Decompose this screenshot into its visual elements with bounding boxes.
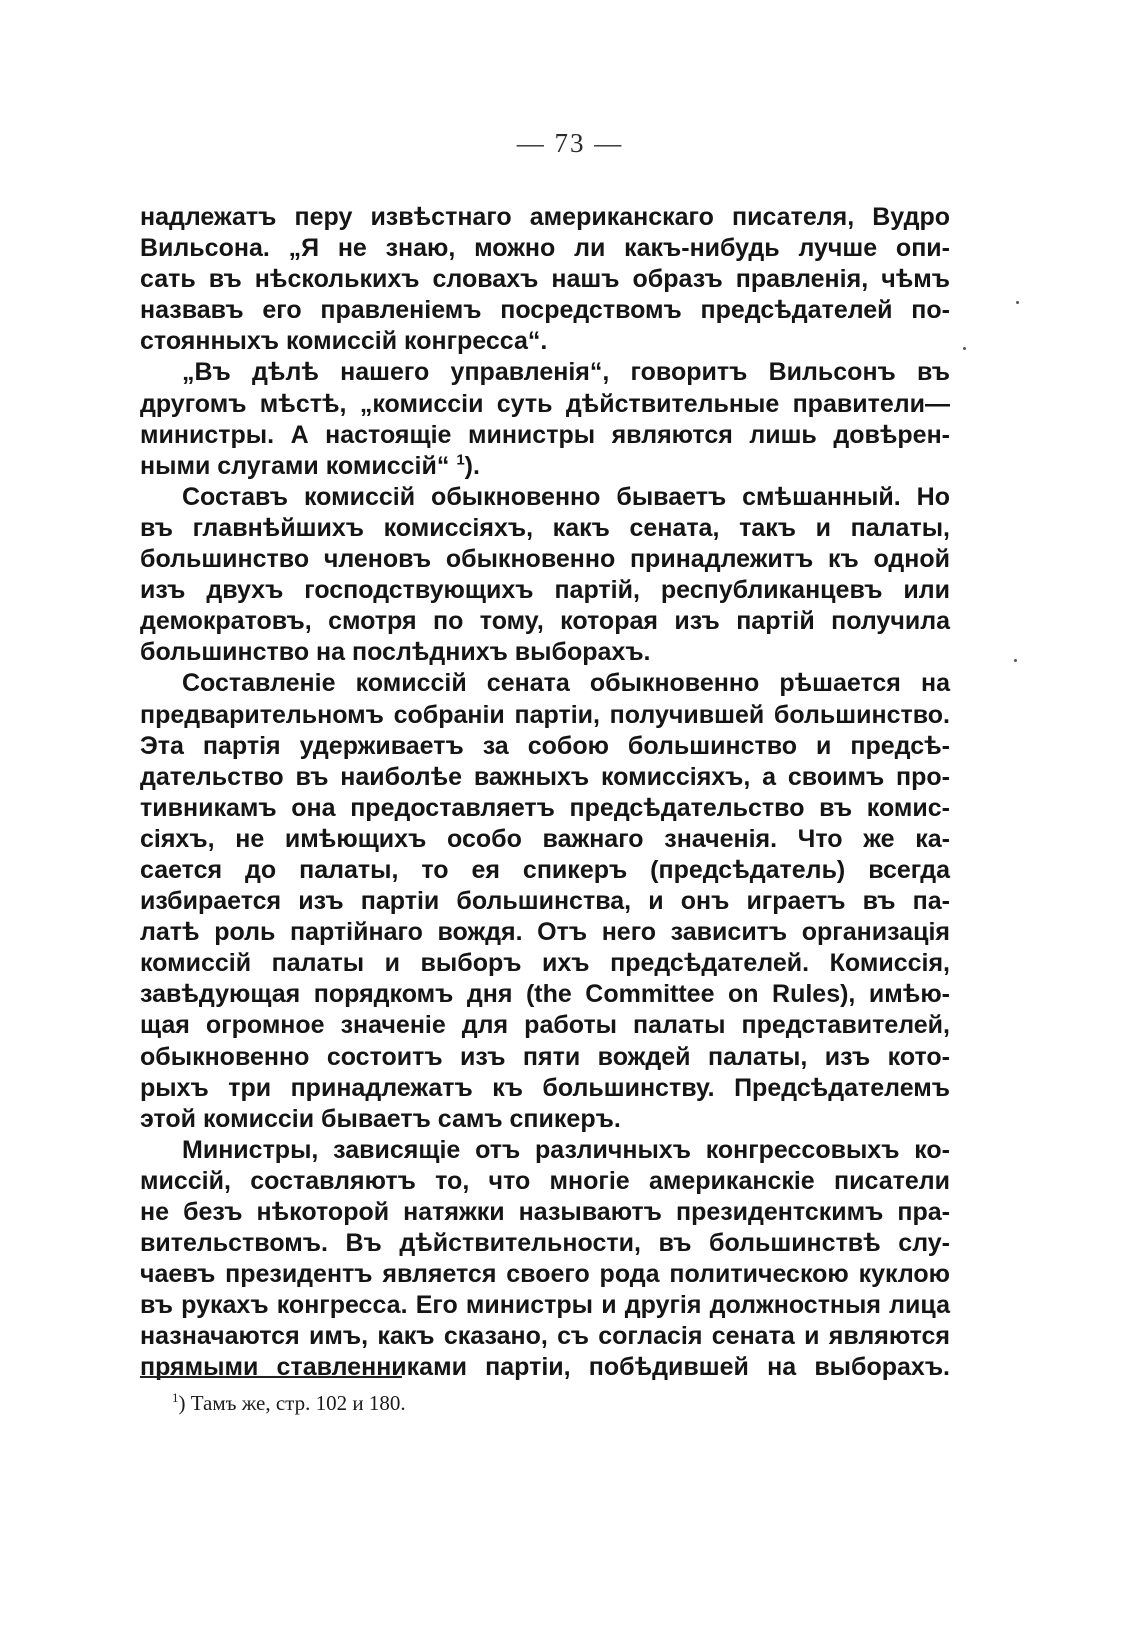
text-line: министры. А настоящіе министры являются лишь довѣрен- bbox=[140, 420, 950, 449]
scan-speck bbox=[1016, 301, 1019, 304]
footnote-marker: 1 bbox=[172, 1390, 179, 1405]
footnote-reference: 1 bbox=[456, 451, 465, 469]
text-line: Составъ комиссій обыкновенно бываетъ смѣшанный. Но bbox=[182, 482, 950, 511]
footnote-text: ) Тамъ же, стр. 102 и 180. bbox=[178, 1391, 406, 1415]
text-line-with-note bbox=[140, 451, 950, 482]
footnote-divider bbox=[140, 1376, 402, 1378]
text-line: „Въ дѣлѣ нашего управленія“, говоритъ Вильсонъ въ bbox=[182, 358, 950, 387]
text-line: другомъ мѣстѣ, „комиссіи суть дѣйствительные правители— bbox=[140, 389, 950, 418]
text-line: дательство въ наиболѣе важныхъ комиссіяхъ, а своимъ про- bbox=[140, 762, 950, 791]
footnote bbox=[172, 1391, 406, 1416]
text-line: чаевъ президентъ является своего рода политическою куклою bbox=[140, 1260, 950, 1289]
body-text bbox=[140, 202, 950, 1384]
text-line: стоянныхъ комиссій конгресса“. bbox=[140, 327, 548, 356]
scan-speck bbox=[1014, 659, 1017, 662]
paragraph bbox=[140, 1135, 950, 1384]
text-line: сается до палаты, то ея спикеръ (предсѣдатель) всегда bbox=[140, 855, 950, 884]
text-fragment: ными слугами комиссій“ bbox=[140, 451, 450, 480]
text-line: Составленіе комиссій сената обыкновенно рѣшается на bbox=[182, 669, 950, 698]
paragraph bbox=[140, 482, 950, 669]
text-line: этой комиссіи бываетъ самъ спикеръ. bbox=[140, 1104, 621, 1133]
text-line: тивникамъ она предоставляетъ предсѣдательство въ комис- bbox=[140, 793, 950, 822]
text-line: назначаются имъ, какъ сказано, съ согласія сената и являются bbox=[140, 1322, 950, 1351]
text-line: завѣдующая порядкомъ дня (the Committee on Rules), имѣю- bbox=[140, 980, 950, 1009]
text-line: демократовъ, смотря по тому, которая изъ партій получила bbox=[140, 607, 950, 636]
text-line: изъ двухъ господствующихъ партій, республиканцевъ или bbox=[140, 576, 950, 605]
paragraph bbox=[140, 202, 950, 357]
text-line: большинство членовъ обыкновенно принадлежитъ къ одной bbox=[140, 545, 950, 574]
text-line: сіяхъ, не имѣющихъ особо важнаго значенія. Что же ка- bbox=[140, 824, 950, 853]
text-line: щая огромное значеніе для работы палаты представителей, bbox=[140, 1011, 950, 1040]
text-line: Министры, зависящіе отъ различныхъ конгрессовыхъ ко- bbox=[182, 1135, 950, 1164]
text-line: прямыми ставленниками партіи, побѣдившей на выборахъ. bbox=[140, 1353, 950, 1382]
paragraph bbox=[140, 668, 950, 1134]
text-line: миссій, составляютъ то, что многіе американскіе писатели bbox=[140, 1166, 950, 1195]
text-line: комиссій палаты и выборъ ихъ предсѣдателей. Комиссія, bbox=[140, 949, 950, 978]
text-line: въ рукахъ конгресса. Его министры и другія должностныя лица bbox=[140, 1291, 950, 1320]
text-fragment: ). bbox=[464, 451, 480, 480]
text-line: предварительномъ собраніи партіи, получившей большинство. bbox=[140, 700, 950, 729]
text-line: въ главнѣйшихъ комиссіяхъ, какъ сената, такъ и палаты, bbox=[140, 513, 950, 542]
text-line: сать въ нѣсколькихъ словахъ нашъ образъ правленія, чѣмъ bbox=[140, 265, 950, 294]
text-line: не безъ нѣкоторой натяжки называютъ президентскимъ пра- bbox=[140, 1198, 950, 1226]
paragraph bbox=[140, 357, 950, 481]
page-number: — 73 — bbox=[516, 128, 624, 158]
scan-speck bbox=[963, 347, 966, 350]
text-line: надлежатъ перу извѣстнаго американскаго писателя, Вудро bbox=[140, 203, 950, 231]
text-line: вительствомъ. Въ дѣйствительности, въ большинствѣ слу- bbox=[140, 1229, 950, 1258]
text-line: избирается изъ партіи большинства, и онъ играетъ въ па- bbox=[140, 887, 950, 916]
text-line: рыхъ три принадлежатъ къ большинству. Предсѣдателемъ bbox=[140, 1073, 950, 1102]
text-line: Вильсона. „Я не знаю, можно ли какъ-нибудь лучше опи- bbox=[140, 234, 950, 263]
text-line: Эта партія удерживаетъ за собою большинство и предсѣ- bbox=[140, 731, 950, 760]
text-line: большинство на послѣднихъ выборахъ. bbox=[140, 638, 651, 667]
text-line: латѣ роль партійнаго вождя. Отъ него зависитъ организація bbox=[140, 918, 950, 947]
text-line: обыкновенно состоитъ изъ пяти вождей палаты, изъ кото- bbox=[140, 1042, 950, 1071]
text-line: назвавъ его правленіемъ посредствомъ предсѣдателей по- bbox=[140, 296, 950, 325]
